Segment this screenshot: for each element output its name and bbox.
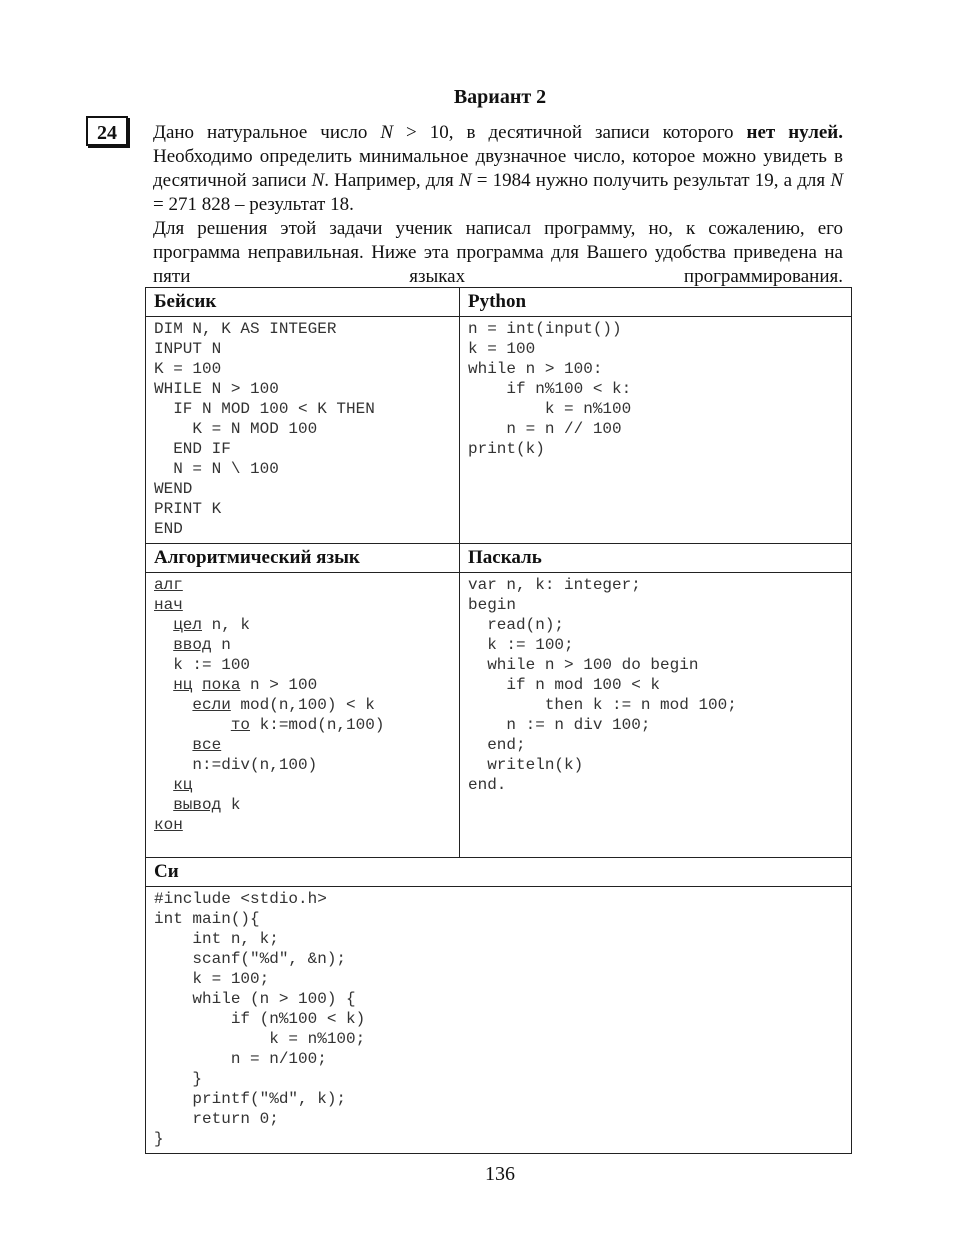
algo-line: вывод k — [173, 796, 241, 814]
algo-keyword: кон — [154, 816, 183, 834]
algo-keyword: пока — [202, 676, 241, 694]
algo-header: Алгоритмический язык — [146, 544, 460, 573]
algo-keyword: если — [192, 696, 231, 714]
algo-keyword: кц — [173, 776, 193, 794]
algo-line: то k:=mod(n,100) — [230, 716, 385, 734]
algo-line: ввод n — [173, 636, 231, 654]
algo-line — [154, 596, 183, 614]
problem-paragraph-1: Дано натуральное число N > 10, в десятичной записи которого нет нулей. Необходимо определить минимальное двузначное число, которое можно увидеть в десятичной записи N. Например, для N = 1984 нужно получить результат 19, а для N = 271 828 – результат 18. — [153, 122, 843, 215]
pascal-code: var n, k: integer; begin read(n); k := 100; while n > 100 do begin if n mod 100 < k then k := n mod 100; n := n div 100; end; writeln(k) end. — [468, 576, 737, 794]
problem-statement — [153, 121, 843, 289]
algo-line — [154, 816, 183, 834]
algo-keyword: цел — [173, 616, 203, 634]
algo-keyword: то — [230, 716, 251, 734]
c-code: #include <stdio.h> int main(){ int n, k; scanf("%d", &n); k = 100; while (n > 100) { if (n%100 < k) k = n%100; n = n/100; } printf("%d", k); return 0; } — [154, 890, 366, 1148]
c-header: Си — [146, 858, 852, 887]
algo-code — [146, 573, 459, 839]
algo-line: n:=div(n,100) — [192, 756, 318, 774]
algo-keyword: нц — [173, 676, 193, 694]
code-table — [145, 287, 852, 1154]
algo-line — [154, 736, 221, 754]
pascal-header: Паскаль — [460, 544, 852, 573]
algo-keyword: ввод — [173, 636, 212, 654]
algo-line: k := 100 — [173, 656, 251, 674]
algo-keyword: все — [192, 736, 222, 754]
page-number: 136 — [485, 1163, 515, 1185]
algo-keyword: алг — [154, 576, 183, 594]
algo-line: если mod(n,100) < k — [192, 696, 375, 714]
basic-code: DIM N, K AS INTEGER INPUT N K = 100 WHILE N > 100 IF N MOD 100 < K THEN K = N MOD 100 END IF N = N \ 100 WEND PRINT K END — [154, 320, 375, 538]
task-number-box: 24 — [86, 116, 128, 146]
algo-line: цел n, k — [173, 616, 251, 634]
variant-title: Вариант 2 — [453, 86, 547, 108]
python-code: n = int(input()) k = 100 while n > 100: if n%100 < k: k = n%100 n = n // 100 print(k) — [468, 320, 632, 458]
python-header: Python — [460, 288, 852, 317]
algo-line: нц пока n > 100 — [173, 676, 318, 694]
problem-paragraph-2: Для решения этой задачи ученик написал программу, но, к сожалению, его программа неправильная. Ниже эта программа для Вашего удобства приведена на пяти языках программирования. — [153, 218, 843, 287]
algo-keyword: вывод — [173, 796, 222, 814]
algo-line — [154, 776, 192, 794]
algo-line — [154, 576, 183, 594]
basic-header: Бейсик — [146, 288, 460, 317]
algo-keyword: нач — [154, 596, 183, 614]
